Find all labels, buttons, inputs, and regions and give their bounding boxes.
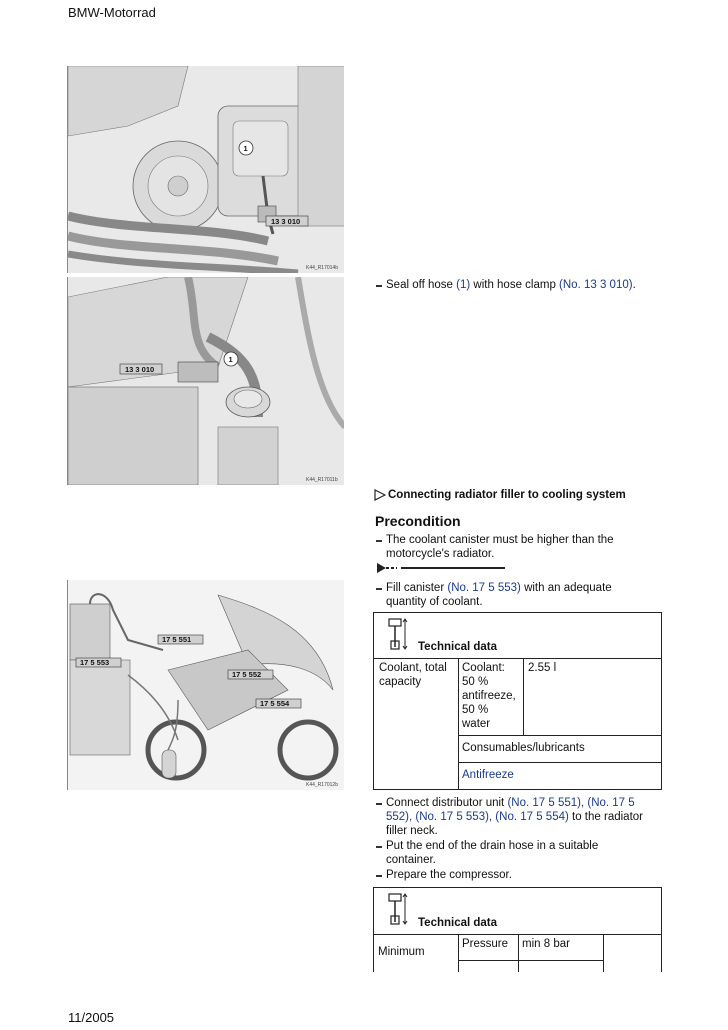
caliper-icon — [386, 617, 408, 653]
arrow-right-outline-icon — [374, 489, 386, 501]
bullet-icon — [376, 800, 384, 806]
step-fill-canister-2: quantity of coolant. — [386, 596, 483, 608]
step-connect-2: 552), (No. 17 5 553), (No. 17 5 554) to the radiator — [386, 811, 643, 823]
engine-illustration — [68, 66, 344, 273]
motorcycle-setup-illustration — [68, 580, 344, 790]
cell-coolant: water — [462, 718, 491, 730]
radiator-illustration — [68, 277, 344, 485]
cell-coolant: 50 % — [462, 704, 489, 716]
link-antifreeze[interactable]: Antifreeze — [462, 769, 514, 781]
bullet-icon — [376, 872, 384, 878]
cell-coolant: Coolant: — [462, 662, 505, 674]
cell-coolant: 50 % — [462, 676, 489, 688]
precondition-title: Precondition — [375, 513, 461, 529]
bullet-icon — [376, 282, 384, 288]
tool-label-553: 17 5 553 — [80, 658, 110, 667]
cell-label: Minimum — [378, 946, 425, 958]
footer-date: 11/2005 — [68, 1010, 115, 1025]
step-seal-hose: Seal off hose (1) with hose clamp (No. 13 3 010). — [386, 279, 636, 291]
cell-consumables: Consumables/lubricants — [462, 742, 585, 754]
header-brand: BMW-Motorrad — [68, 5, 156, 20]
arrow-divider-icon — [377, 561, 507, 575]
tool-label: 13 3 010 — [125, 365, 155, 374]
cell-value: 2.55 l — [528, 662, 557, 674]
callout-1: 1 — [228, 355, 233, 364]
step-drain-1: Put the end of the drain hose in a suitable — [386, 840, 599, 852]
step-fill-canister-1: Fill canister (No. 17 5 553) with an adequate — [386, 582, 612, 594]
tool-label-554: 17 5 554 — [260, 699, 290, 708]
tool-label-552: 17 5 552 — [232, 670, 262, 679]
cell-pressure: Pressure — [462, 938, 509, 950]
figure-ref: K44_R17012b — [306, 782, 338, 788]
figure-ref: K44_R17011b — [306, 477, 338, 483]
cell-value: min 8 bar — [522, 938, 570, 950]
callout-1: 1 — [243, 144, 248, 153]
bullet-icon — [376, 843, 384, 849]
table-title: Technical data — [418, 641, 498, 653]
step-compressor: Prepare the compressor. — [386, 869, 512, 881]
figure-hose-clamp-radiator — [67, 277, 344, 485]
step-connect-3: filler neck. — [386, 825, 438, 837]
figure-radiator-filler-setup — [67, 580, 344, 790]
bullet-icon — [376, 585, 384, 591]
precondition-text-2: motorcycle's radiator. — [386, 548, 495, 560]
cell-label-1: Coolant, total — [379, 662, 447, 674]
step-connect-1: Connect distributor unit (No. 17 5 551), (No. 17 5 — [386, 797, 635, 809]
cell-coolant: antifreeze, — [462, 690, 516, 702]
step-drain-2: container. — [386, 854, 436, 866]
technical-data-table-1 — [373, 612, 662, 790]
figure-ref: K44_R17014b — [306, 265, 338, 271]
tool-label-551: 17 5 551 — [162, 635, 192, 644]
cell-label-2: capacity — [379, 676, 422, 688]
section-title: Connecting radiator filler to cooling system — [388, 489, 626, 501]
tool-label: 13 3 010 — [271, 217, 301, 226]
technical-data-table-2 — [373, 887, 662, 972]
table-title: Technical data — [418, 917, 498, 929]
figure-hose-clamp-engine — [67, 66, 344, 273]
caliper-icon — [386, 892, 408, 928]
precondition-text-1: The coolant canister must be higher than the — [386, 534, 614, 546]
bullet-icon — [376, 537, 384, 543]
